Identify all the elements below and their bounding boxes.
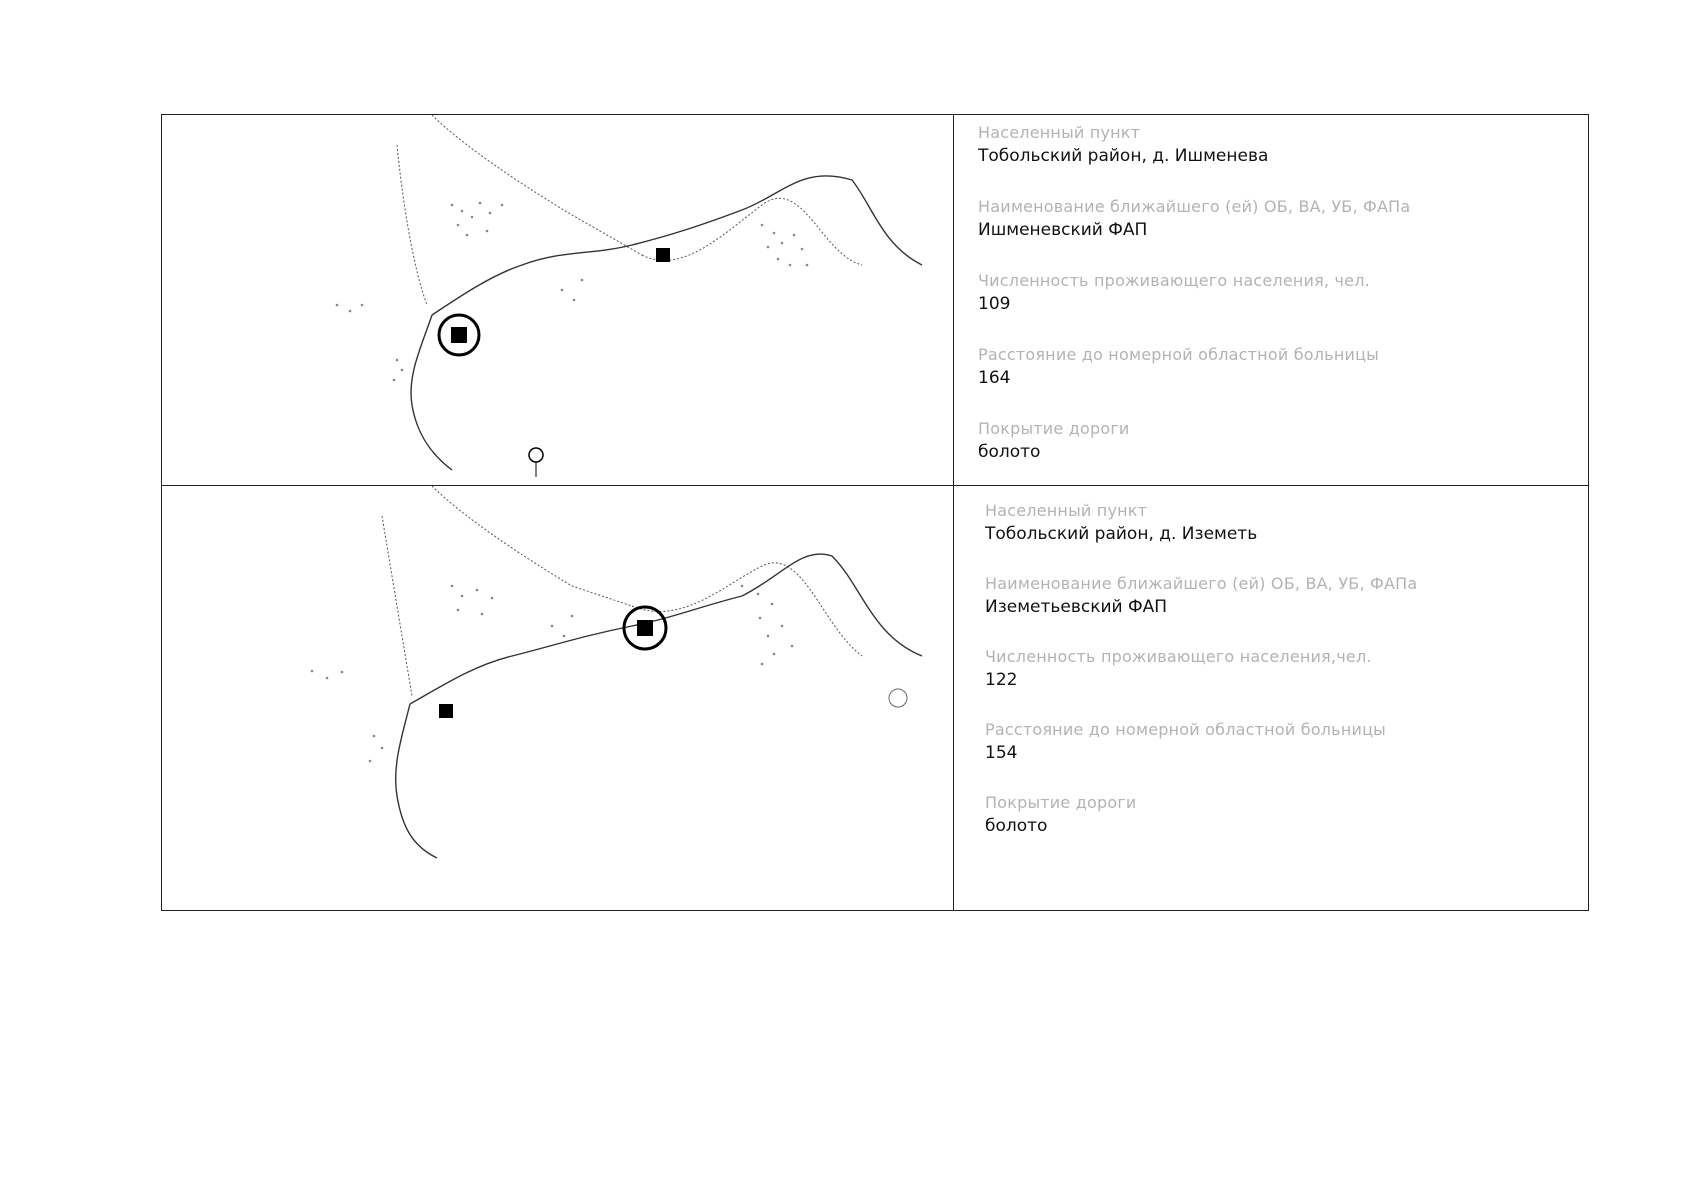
map-road bbox=[432, 115, 642, 255]
map-settlement-dots bbox=[311, 585, 794, 763]
field-facility bbox=[978, 196, 1578, 242]
value-population: 122 bbox=[985, 670, 1018, 690]
field-distance bbox=[985, 719, 1585, 765]
label-facility: Наименование ближайшего (ей) ОБ, ВА, УБ, ФАПа bbox=[978, 197, 1411, 216]
field-distance bbox=[978, 344, 1578, 390]
value-settlement: Тобольский район, д. Иземеть bbox=[985, 524, 1258, 544]
map-road bbox=[642, 198, 862, 265]
field-settlement bbox=[978, 122, 1578, 168]
label-road: Покрытие дороги bbox=[985, 793, 1137, 812]
map-river bbox=[396, 704, 437, 858]
field-population bbox=[985, 646, 1585, 692]
label-settlement: Населенный пункт bbox=[978, 123, 1141, 142]
map-river bbox=[411, 315, 452, 470]
label-facility: Наименование ближайшего (ей) ОБ, ВА, УБ, ФАПа bbox=[985, 574, 1418, 593]
map-settlement-dots bbox=[336, 202, 809, 382]
pin-icon[interactable] bbox=[529, 448, 543, 477]
value-distance: 154 bbox=[985, 743, 1018, 763]
map-road bbox=[382, 516, 412, 696]
highlighted-facility-ishmeneva[interactable] bbox=[439, 315, 479, 355]
map-road bbox=[397, 145, 427, 305]
label-distance: Расстояние до номерной областной больницы bbox=[978, 345, 1379, 364]
map-road bbox=[432, 486, 632, 606]
info-panel-izemet bbox=[985, 500, 1585, 880]
circled-building-icon bbox=[451, 327, 467, 343]
field-settlement bbox=[985, 500, 1585, 546]
highlighted-facility-izemet[interactable] bbox=[624, 607, 666, 649]
label-road: Покрытие дороги bbox=[978, 419, 1130, 438]
map-izemet[interactable] bbox=[162, 486, 952, 910]
field-road bbox=[978, 418, 1578, 464]
value-road: болото bbox=[978, 442, 1041, 462]
map-road bbox=[632, 563, 862, 656]
map-river bbox=[410, 596, 742, 704]
field-population bbox=[978, 270, 1578, 316]
field-facility bbox=[985, 573, 1585, 619]
map-ishmeneva-canvas bbox=[162, 115, 952, 484]
value-road: болото bbox=[985, 816, 1048, 836]
map-izemet-canvas bbox=[162, 486, 952, 910]
map-river bbox=[432, 210, 742, 315]
pin-icon[interactable] bbox=[889, 689, 907, 707]
info-panel-ishmeneva bbox=[978, 122, 1578, 486]
value-distance: 164 bbox=[978, 368, 1011, 388]
value-facility: Ишменевский ФАП bbox=[978, 220, 1148, 240]
row-divider bbox=[161, 485, 1589, 486]
building-icon[interactable] bbox=[656, 248, 670, 262]
value-population: 109 bbox=[978, 294, 1011, 314]
map-river bbox=[742, 554, 922, 656]
field-road bbox=[985, 792, 1585, 838]
building-icon[interactable] bbox=[439, 704, 453, 718]
column-divider bbox=[953, 114, 954, 911]
label-population: Численность проживающего населения, чел. bbox=[978, 271, 1370, 290]
map-river bbox=[742, 176, 922, 265]
value-settlement: Тобольский район, д. Ишменева bbox=[978, 146, 1269, 166]
value-facility: Иземетьевский ФАП bbox=[985, 597, 1168, 617]
circled-building-icon bbox=[637, 620, 653, 636]
label-settlement: Населенный пункт bbox=[985, 501, 1148, 520]
label-distance: Расстояние до номерной областной больницы bbox=[985, 720, 1386, 739]
map-ishmeneva[interactable] bbox=[162, 115, 952, 484]
label-population: Численность проживающего населения,чел. bbox=[985, 647, 1372, 666]
